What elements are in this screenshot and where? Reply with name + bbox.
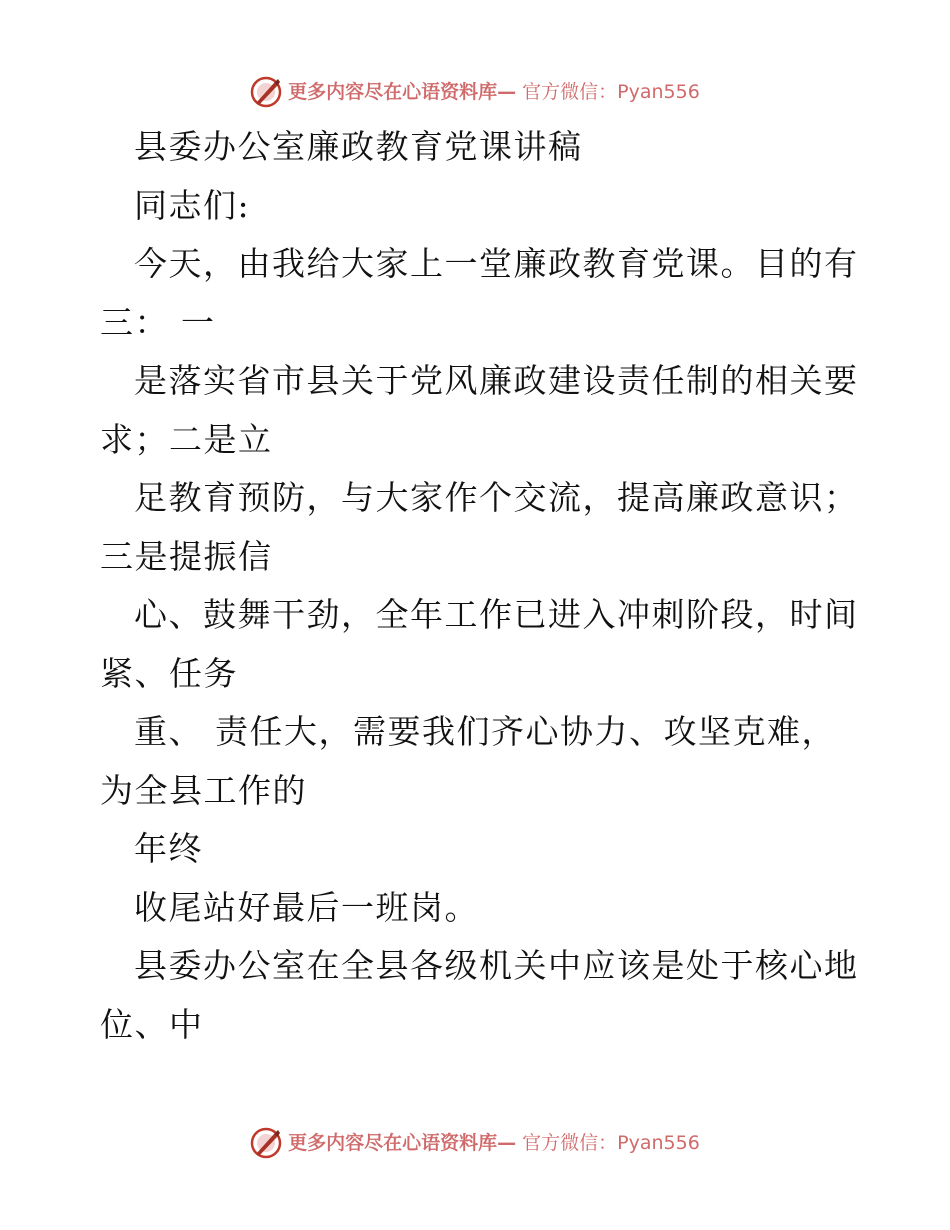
quill-pen-icon [250,1127,282,1159]
text-line: 县委办公室在全县各级机关中应该是处于核心地 [134,946,859,985]
text-line: 收尾站好最后一班岗。 [134,887,479,927]
text-line: 三： 一 [100,302,216,342]
watermark-wechat: 官方微信：Pyan556 [522,80,700,103]
text-line: 重、 责任大，需要我们齐心协力、攻坚克难， [134,712,836,751]
text-line: 三是提振信 [100,536,273,576]
text-line: 紧、任务 [100,653,238,693]
text-line: 为全县工作的 [100,770,307,810]
text-line: 位、中 [100,1004,204,1044]
quill-pen-icon [250,76,282,108]
text-line: 足教育预防，与大家作个交流，提高廉政意识； [134,478,859,517]
text-line: 心、鼓舞干劲，全年工作已进入冲刺阶段，时间 [134,595,859,634]
text-line: 是落实省市县关于党风廉政建设责任制的相关要 [134,361,859,400]
watermark-wechat: 官方微信：Pyan556 [522,1131,700,1154]
watermark-text: 更多内容尽在心语资料库— [288,80,517,103]
text-line: 年终 [134,829,203,868]
text-line: 县委办公室廉政教育党课讲稿 [134,127,583,166]
watermark-text: 更多内容尽在心语资料库— [288,1131,517,1154]
document-body [100,118,860,1054]
footer-watermark [0,1127,950,1159]
text-line: 同志们: [134,185,251,225]
header-watermark [0,76,950,108]
text-line: 求；二是立 [100,419,273,459]
text-line: 今天，由我给大家上一堂廉政教育党课。目的有 [134,244,859,283]
